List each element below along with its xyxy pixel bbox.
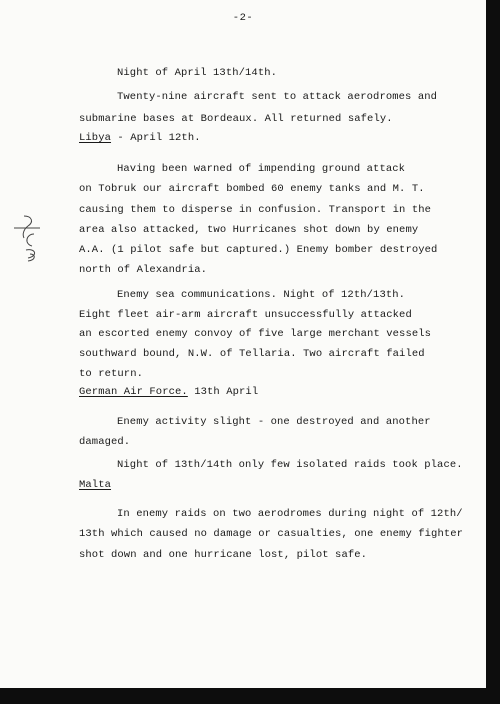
paragraph-line: In enemy raids on two aerodromes during night of 12th/ [117,508,463,520]
paragraph-line: Enemy sea communications. Night of 12th/13th. [117,289,406,301]
german-air-force-heading [79,386,258,399]
handwritten-margin-mark [10,210,44,262]
malta-heading: Malta [79,479,112,491]
paragraph-line: to return. [79,368,144,380]
page-number: -2- [232,12,254,24]
libya-heading-label: Libya [79,132,112,144]
paragraph-line: Having been warned of impending ground attack [117,163,406,175]
night-april-13-heading: Night of April 13th/14th. [117,67,278,79]
paragraph-line: southward bound, N.W. of Tellaria. Two aircraft failed [79,348,425,360]
paragraph-line: area also attacked, two Hurricanes shot down by enemy [79,224,419,236]
paragraph-line: Eight fleet air-arm aircraft unsuccessfully attacked [79,309,412,321]
scan-border-bottom [0,688,500,704]
paragraph-line: Twenty-nine aircraft sent to attack aerodromes and [117,91,438,103]
scan-border-right [486,0,500,704]
paragraph-line: Enemy activity slight - one destroyed and another [117,416,431,428]
paragraph-line: Night of 13th/14th only few isolated raids took place. [117,459,463,471]
paragraph-line: shot down and one hurricane lost, pilot safe. [79,549,368,561]
paragraph-line: on Tobruk our aircraft bombed 60 enemy tanks and M. T. [79,183,425,195]
libya-heading [79,132,201,145]
paragraph-line: damaged. [79,436,131,448]
libya-heading-date: - April 12th. [111,132,201,144]
paragraph-line: an escorted enemy convoy of five large merchant vessels [79,328,432,340]
paragraph-line: 13th which caused no damage or casualties, one enemy fighter [79,528,464,540]
paragraph-line: submarine bases at Bordeaux. All returned safely. [79,113,393,125]
german-air-force-date: 13th April [187,386,259,398]
german-air-force-label: German Air Force. [79,386,188,398]
paragraph-line: north of Alexandria. [79,264,208,276]
paragraph-line: A.A. (1 pilot safe but captured.) Enemy bomber destroyed [79,244,438,256]
paragraph-line: causing them to disperse in confusion. Transport in the [79,204,432,216]
